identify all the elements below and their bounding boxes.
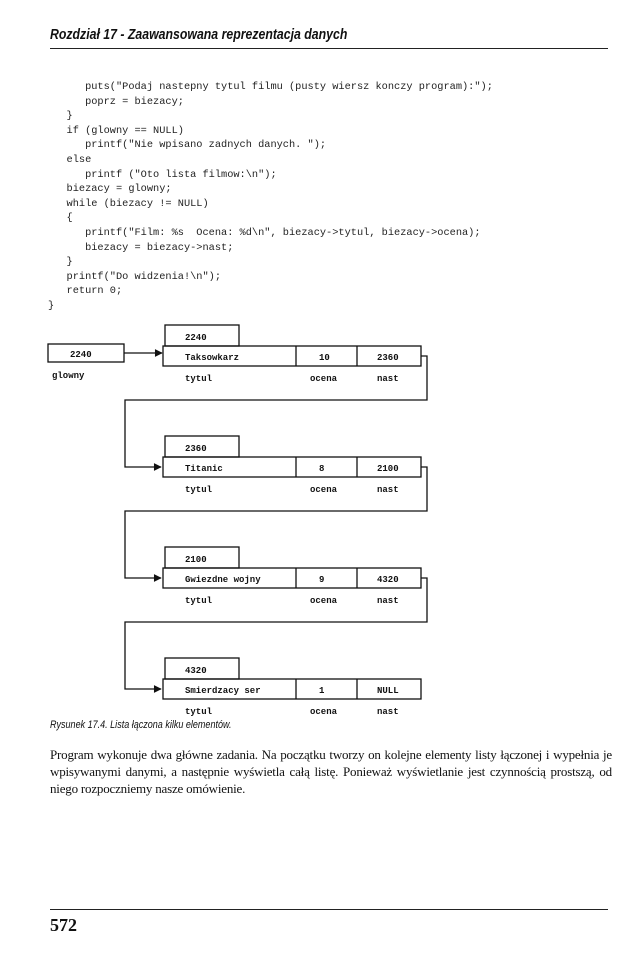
- field-label-rating: ocena: [310, 485, 338, 495]
- code-line: printf ("Oto lista filmow:\n");: [85, 168, 277, 181]
- node-rating: 8: [319, 464, 325, 474]
- node-address: 2100: [185, 555, 207, 565]
- node-rating: 10: [319, 353, 330, 363]
- running-header: [50, 26, 608, 49]
- field-label-rating: ocena: [310, 596, 338, 606]
- node-title: Gwiezdne wojny: [185, 575, 261, 585]
- code-line: if (glowny == NULL): [66, 124, 184, 137]
- field-label-next: nast: [377, 707, 399, 717]
- page-number: 572: [50, 915, 77, 935]
- code-line: {: [66, 212, 73, 225]
- code-line: return 0;: [66, 285, 123, 298]
- code-line: puts("Podaj nastepny tytul filmu (pusty wiersz konczy program):");: [85, 81, 493, 93]
- node-address: 2240: [185, 333, 207, 343]
- linked-list-diagram: [40, 318, 440, 723]
- field-label-rating: ocena: [310, 707, 338, 717]
- field-label-title: tytul: [185, 485, 213, 495]
- node-rating: 9: [319, 575, 325, 585]
- node-next: 4320: [377, 575, 399, 585]
- node-address: 4320: [185, 666, 207, 676]
- code-line: }: [66, 256, 73, 269]
- next-pointer-arrow: [125, 356, 427, 467]
- node-next: NULL: [377, 686, 399, 696]
- body-paragraph: Program wykonuje dwa główne zadania. Na początku tworzy on kolejne elementy listy łączonej i wypełnia je wpisywanymi danymi, a następnie wyświetla całą listę. Ponieważ wyświetlanie jest czynnością prostszą, od niego rozpoczniemy nasze omówienie.: [50, 747, 612, 796]
- footer-rule: [50, 909, 608, 910]
- field-label-next: nast: [377, 485, 399, 495]
- code-line: biezacy = glowny;: [66, 183, 172, 196]
- node-rating: 1: [319, 686, 325, 696]
- node-title: Taksowkarz: [185, 353, 240, 363]
- code-line: printf("Nie wpisano zadnych danych. ");: [85, 139, 327, 152]
- field-label-title: tytul: [185, 374, 213, 384]
- next-pointer-arrow: [125, 467, 427, 578]
- field-label-title: tytul: [185, 596, 213, 606]
- code-line: else: [66, 153, 92, 166]
- field-label-rating: ocena: [310, 374, 338, 384]
- code-line: printf("Do widzenia!\n");: [66, 270, 222, 283]
- code-listing: [48, 80, 493, 314]
- node-title: Smierdzacy ser: [185, 686, 261, 696]
- node-next: 2100: [377, 464, 399, 474]
- code-line: biezacy = biezacy->nast;: [85, 241, 234, 254]
- node-next: 2360: [377, 353, 399, 363]
- head-pointer-value: 2240: [70, 350, 92, 360]
- field-label-next: nast: [377, 374, 399, 384]
- node-title: Titanic: [185, 464, 223, 474]
- head-pointer-label: glowny: [52, 371, 85, 381]
- field-label-next: nast: [377, 596, 399, 606]
- chapter-title: Rozdział 17 - Zaawansowana reprezentacja danych: [50, 26, 348, 43]
- figure-caption: Rysunek 17.4. Lista łączona kilku elementów.: [50, 719, 232, 731]
- field-label-title: tytul: [185, 707, 213, 717]
- next-pointer-arrow: [125, 578, 427, 689]
- linked-list-svg: [40, 318, 440, 718]
- code-line: printf("Film: %s Ocena: %d\n", biezacy->tytul, biezacy->ocena);: [85, 226, 481, 239]
- code-line: }: [48, 299, 55, 312]
- code-line: }: [66, 110, 73, 123]
- code-line: while (biezacy != NULL): [66, 197, 209, 210]
- node-address: 2360: [185, 444, 207, 454]
- code-line: poprz = biezacy;: [85, 95, 184, 108]
